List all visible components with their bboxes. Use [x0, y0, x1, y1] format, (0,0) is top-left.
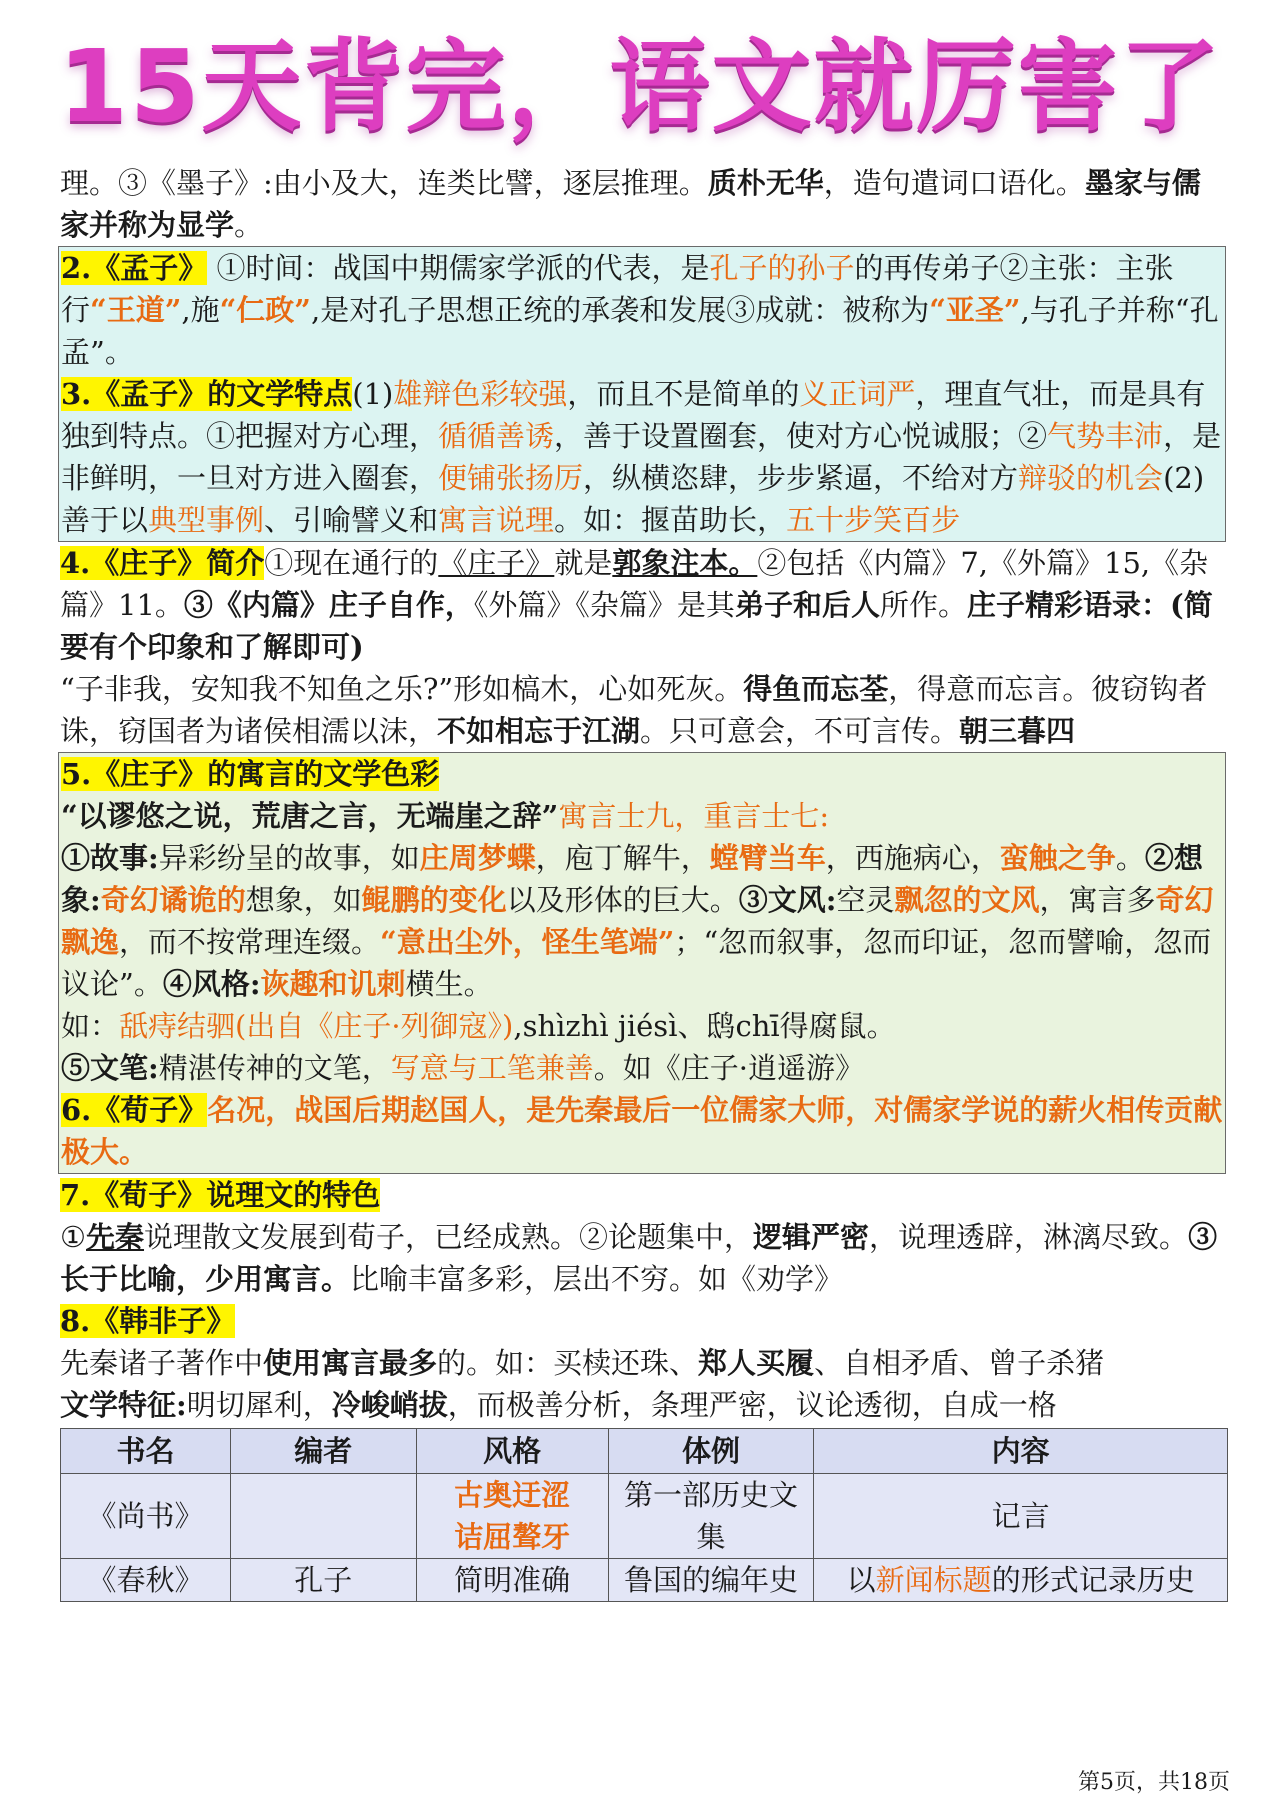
section-7-heading	[60, 1174, 1228, 1216]
bold-text: 先秦	[86, 1220, 145, 1254]
table-row	[61, 1474, 1228, 1559]
section-5-body	[61, 837, 1225, 1005]
text: ，理直气壮，而是具有独到特点。①把握对方心理，	[61, 377, 1206, 453]
highlight-text: 寓言士九，重言士七:	[558, 799, 830, 833]
highlight-text: 名况，战国后期赵国人，是先秦最后一位儒家大师，对儒家学说的薪火相传贡献极大。	[61, 1093, 1223, 1169]
highlight-text: 蛮触之争	[999, 841, 1116, 875]
table-cell: 记言	[814, 1474, 1228, 1559]
highlight-text: 舐痔结驷(出自《庄子·列御寇》)	[119, 1009, 514, 1043]
text: 《外篇》《杂篇》是其	[473, 588, 735, 622]
section-heading: 4.《庄子》简介	[60, 546, 265, 580]
section-7-body	[60, 1216, 1228, 1300]
table-header-row	[61, 1429, 1228, 1474]
text: ,与孔子并称“孔孟”。	[61, 293, 1219, 369]
text: 的。如：买椟还珠、	[437, 1346, 699, 1380]
highlight-text: 写意与工笔兼善	[390, 1051, 594, 1085]
bold-text: ①故事:	[61, 841, 159, 875]
section-8-heading	[60, 1300, 1228, 1342]
bold-text: 郑人买履	[698, 1346, 815, 1380]
text: ，而极善分析，条理严密，议论透彻，自成一格	[447, 1388, 1057, 1422]
section-8-features	[60, 1384, 1228, 1426]
highlight-text: 气势丰沛	[1047, 419, 1164, 453]
text: ，是非鲜明，一旦对方进入圈套，	[61, 419, 1222, 495]
highlight-text: “仁政”	[219, 293, 311, 327]
highlight-text: 义正词严	[799, 377, 916, 411]
page-title: 15天背完，语文就厉害了	[58, 28, 1222, 145]
text: ①现在通行的	[264, 546, 439, 580]
bold-text: 墨家与儒家并称为显学	[60, 166, 1201, 242]
text: ,施	[181, 293, 220, 327]
section-heading: 7.《荀子》说理文的特色	[60, 1178, 381, 1212]
table-cell	[814, 1559, 1228, 1602]
text: 就是	[554, 546, 613, 580]
text: ；“忽而叙事，忽而印证，忽而譬喻，忽而议论”。	[61, 925, 1212, 1001]
text: 、引喻譬义和	[264, 503, 439, 537]
bold-text: 弟子和后人	[734, 588, 880, 622]
text: ,shìzhì jiésì、鸱chī得腐鼠。	[513, 1009, 896, 1043]
highlight-text: 典型事例	[148, 503, 265, 537]
text: 如：	[61, 1009, 120, 1043]
table-cell: 第一部历史文集	[608, 1474, 814, 1559]
text: ，得意而忘言。彼窃钩者诛，窃国者为诸侯相濡以沫，	[60, 672, 1208, 748]
bold-text: 质朴无华	[707, 166, 824, 200]
text: ,是对孔子思想正统的承袭和发展③成就：被称为	[310, 293, 930, 327]
text: 。	[1115, 841, 1145, 875]
bold-text: 郭象注本。	[612, 546, 758, 580]
section-4	[60, 542, 1228, 668]
highlight-text: 奇幻谲诡的	[100, 883, 246, 917]
table-cell: 《尚书》	[61, 1474, 231, 1559]
text: 以	[846, 1563, 876, 1597]
table-row	[61, 1559, 1228, 1602]
classics-table	[60, 1428, 1228, 1602]
text: 。只可意会，不可言传。	[640, 714, 960, 748]
text: “子非我，安知我不知鱼之乐?”形如槁木，心如死灰。	[60, 672, 744, 706]
table-cell	[416, 1474, 608, 1559]
text: 理。③《墨子》:由小及大，连类比譬，逐层推理。	[60, 166, 708, 200]
table-header: 风格	[416, 1429, 608, 1474]
text: 所作。	[879, 588, 967, 622]
text: 以及形体的巨大。	[506, 883, 739, 917]
text: (2)善于以	[61, 461, 1205, 537]
bold-text: 逻辑严密	[753, 1220, 870, 1254]
text: ，寓言多	[1039, 883, 1156, 917]
text: 明切犀利，	[186, 1388, 332, 1422]
highlight-text: “王道”	[90, 293, 182, 327]
cell-line: 古奥迂涩	[454, 1478, 571, 1512]
text: 横生。	[405, 967, 493, 1001]
text: 先秦诸子著作中	[60, 1346, 264, 1380]
highlight-text: 辩驳的机会	[1018, 461, 1164, 495]
bold-text: ⑤文笔:	[61, 1051, 159, 1085]
section-heading: 2.《孟子》	[61, 251, 208, 285]
table-header: 书名	[61, 1429, 231, 1474]
intro-paragraph	[60, 162, 1228, 246]
zhuangzi-xunzi-box	[58, 752, 1226, 1174]
text: 、自相矛盾、曾子杀猪	[814, 1346, 1105, 1380]
highlight-text: 便铺张扬厉	[438, 461, 584, 495]
section-8-body	[60, 1342, 1228, 1384]
text: ，而且不是简单的	[567, 377, 800, 411]
bold-text: 冷峻峭拔	[331, 1388, 448, 1422]
bold-text: 文学特征:	[60, 1388, 187, 1422]
section-3	[61, 373, 1225, 541]
bold-text: ③文风:	[738, 883, 837, 917]
bold-text: 朝三暮四	[959, 714, 1076, 748]
bold-text: 不如相忘于江湖	[437, 714, 641, 748]
bold-text: ②想象:	[61, 841, 1203, 917]
text: ，西施病心，	[825, 841, 1000, 875]
highlight-text: 螳臂当车	[709, 841, 826, 875]
section-5-quote	[61, 795, 1225, 837]
highlight-text: 诙趣和讥刺	[260, 967, 406, 1001]
section-heading: 8.《韩非子》	[60, 1304, 236, 1338]
cell-line: 诘屈聱牙	[454, 1520, 571, 1554]
section-heading: 6.《荀子》	[61, 1093, 208, 1127]
section-heading: 3.《孟子》的文学特点	[61, 377, 353, 411]
text: ，造句遣词口语化。	[823, 166, 1085, 200]
table-header: 编者	[230, 1429, 416, 1474]
text: ，善于设置圈套，使对方心悦诚服；②	[554, 419, 1048, 453]
highlight-text: 循循善诱	[438, 419, 555, 453]
highlight-text: 新闻标题	[875, 1563, 992, 1597]
text: 说理散文发展到荀子，已经成熟。②论题集中，	[144, 1220, 754, 1254]
bold-text: 庄子精彩语录：(简要有个印象和了解即可)	[60, 588, 1213, 664]
section-6	[61, 1089, 1225, 1173]
text: 异彩纷呈的故事，如	[158, 841, 420, 875]
table-cell: 鲁国的编年史	[608, 1559, 814, 1602]
text: 的形式记录历史	[991, 1563, 1195, 1597]
table-cell: 简明准确	[416, 1559, 608, 1602]
page-number: 第5页，共18页	[1078, 1770, 1230, 1795]
text: 精湛传神的文笔，	[158, 1051, 391, 1085]
table-cell: 孔子	[230, 1559, 416, 1602]
text: ，说理透辟，淋漓尽致。	[869, 1220, 1189, 1254]
text: 。	[234, 208, 264, 242]
highlight-text: 庄周梦蝶	[419, 841, 536, 875]
section-5-example	[61, 1005, 1225, 1047]
highlight-text: “亚圣”	[929, 293, 1021, 327]
mencius-box	[58, 246, 1226, 542]
section-heading: 5.《庄子》的寓言的文学色彩	[61, 757, 440, 791]
highlight-text: 孔子的孙子	[709, 251, 855, 285]
text: 想象，如	[245, 883, 362, 917]
highlight-text: 雄辩色彩较强	[393, 377, 568, 411]
table-cell	[230, 1474, 416, 1559]
table-header: 体例	[608, 1429, 814, 1474]
text: 。如：揠苗助长，	[554, 503, 787, 537]
section-2	[61, 247, 1225, 373]
table-header: 内容	[814, 1429, 1228, 1474]
bold-text: ④风格:	[162, 967, 261, 1001]
highlight-text: “意出尘外，怪生笔端”	[380, 925, 675, 959]
text: (1)	[352, 377, 394, 411]
text: ，纵横恣肆，步步紧逼，不给对方	[583, 461, 1019, 495]
underlined-text: 《庄子》	[438, 546, 555, 580]
bold-text: 使用寓言最多	[263, 1346, 438, 1380]
bold-text: “以谬悠之说，荒唐之言，无端崖之辞”	[61, 799, 559, 833]
content-body	[60, 162, 1228, 1602]
text: 空灵	[836, 883, 895, 917]
highlight-text: 鲲鹏的变化	[361, 883, 507, 917]
highlight-text: 飘忽的文风	[894, 883, 1040, 917]
zhuangzi-quotes	[60, 668, 1228, 752]
text: 。如《庄子·逍遥游》	[593, 1051, 864, 1085]
highlight-text: 寓言说理	[438, 503, 555, 537]
section-5-style	[61, 1047, 1225, 1089]
text: 的再传弟子②主张：主张行	[61, 251, 1174, 327]
bold-text: ③《内篇》庄子自作，	[183, 588, 474, 622]
highlight-text: 奇幻飘逸	[61, 883, 1214, 959]
section-5-heading	[61, 753, 1225, 795]
text: ①时间：战国中期儒家学派的代表，是	[207, 251, 710, 285]
text: ，庖丁解牛，	[535, 841, 710, 875]
text: 比喻丰富多彩，层出不穷。如《劝学》	[350, 1262, 844, 1296]
highlight-text: 五十步笑百步	[786, 503, 961, 537]
table-cell: 《春秋》	[61, 1559, 231, 1602]
bold-text: ③长于比喻，少用寓言。	[60, 1220, 1218, 1296]
text: ②包括《内篇》7,《外篇》15,《杂篇》11。	[60, 546, 1209, 622]
bold-text: 得鱼而忘荃	[743, 672, 889, 706]
text: ①	[60, 1220, 86, 1254]
text: ，而不按常理连缀。	[119, 925, 381, 959]
